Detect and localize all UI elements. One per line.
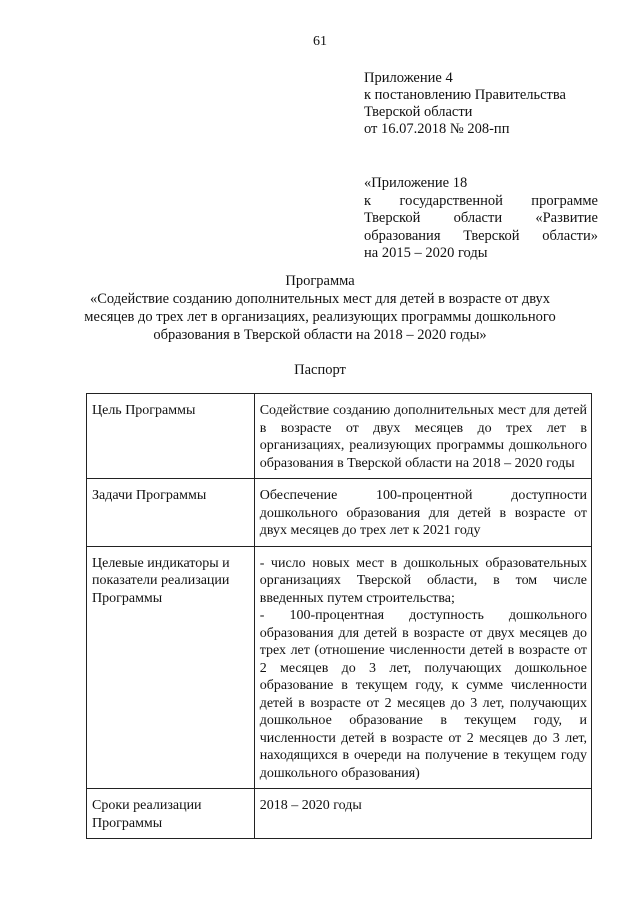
appendix-18-line: к государственной программе — [364, 192, 598, 209]
program-title-line: образования в Тверской области на 2018 – 2020 годы» — [153, 327, 487, 343]
table-row — [87, 546, 592, 789]
indicator-item: - 100-процентная доступность дошкольного образования для детей в возрасте от двух месяцев до трех лет (отношение численности детей в возрасте от 2 месяцев до 3 лет, получающих дошкольное образование в текущем году, к сумме численности детей в возрасте от 2 месяцев до 3 лет, получающих дошкольное образование в текущем году, и численности детей в возрасте от 2 месяцев до 3 лет, находящихся в очереди на получение в текущем году дошкольного образования) — [259, 608, 587, 781]
appendix-18-line: образования Тверской области» — [364, 227, 598, 244]
appendix-header — [364, 70, 594, 138]
program-word: Программа — [285, 273, 355, 289]
row-label: Цель Программы — [87, 394, 255, 479]
appendix-line: Тверской области — [364, 104, 473, 120]
appendix-18-header — [364, 175, 598, 263]
program-title-line: «Содействие созданию дополнительных мест для детей в возрасте от двух — [89, 291, 551, 307]
passport-table — [86, 393, 592, 839]
passport-title: Паспорт — [294, 362, 346, 378]
appendix-line: от 16.07.2018 № 208-пп — [364, 121, 510, 137]
appendix-line: к постановлению Правительства — [364, 87, 566, 103]
row-label: Задачи Программы — [87, 479, 255, 547]
program-title-line: месяцев до трех лет в организациях, реализующих программы дошкольного — [84, 309, 556, 325]
table-row — [87, 394, 592, 479]
appendix-18-line: на 2015 – 2020 годы — [364, 245, 488, 261]
row-value — [254, 546, 591, 789]
indicator-item: - число новых мест в дошкольных образовательных организациях Тверской области, в том числе введенных путем строительства; — [259, 555, 587, 606]
page-number: 61 — [313, 34, 327, 49]
program-heading — [80, 272, 560, 344]
row-value: 2018 – 2020 годы — [254, 789, 591, 839]
row-value: Содействие созданию дополнительных мест для детей в возрасте от двух месяцев до трех лет в организациях, реализующих программы дошкольного образования в Тверской области на 2018 – 2020 годы — [254, 394, 591, 479]
row-value: Обеспечение 100-процентной доступности дошкольного образования для детей в возрасте от двух месяцев до трех лет к 2021 году — [254, 479, 591, 547]
row-label: Целевые индикаторы и показатели реализации Программы — [87, 546, 255, 789]
appendix-18-line: «Приложение 18 — [364, 175, 468, 191]
table-row — [87, 479, 592, 547]
appendix-18-line: Тверской области «Развитие — [364, 210, 598, 226]
table-row — [87, 789, 592, 839]
appendix-line: Приложение 4 — [364, 70, 453, 86]
row-label: Сроки реализации Программы — [87, 789, 255, 839]
